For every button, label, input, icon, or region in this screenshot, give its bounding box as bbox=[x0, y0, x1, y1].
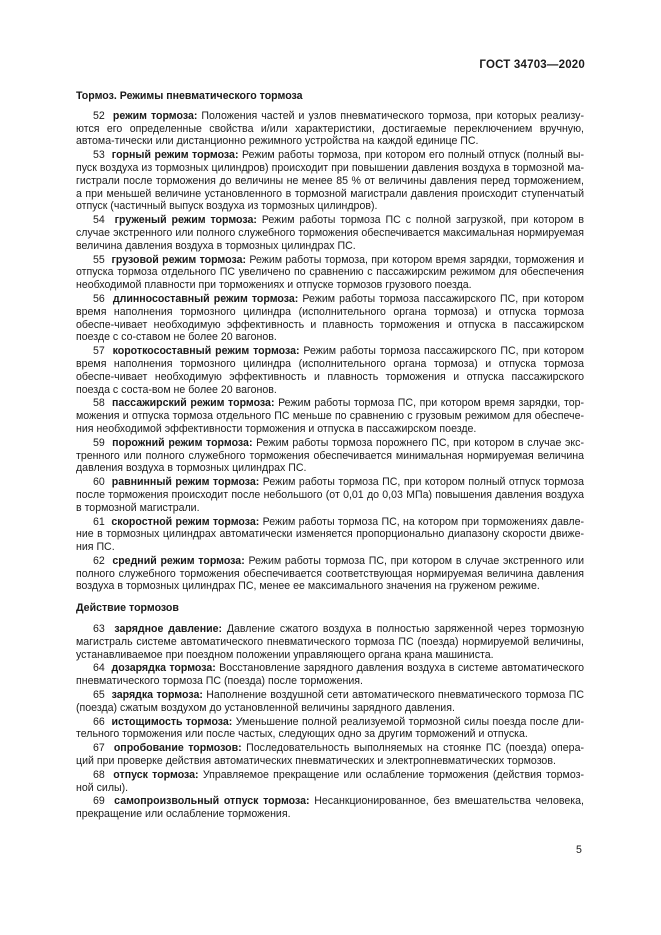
term-definition: Режим работы тормоза ПС, при котором полный отпуск тормоза после торможения происходит после небольшого (от 0,01 до 0,03 МПа) повышения давления воздуха в тормозной магистрали. bbox=[76, 476, 584, 514]
term-entry bbox=[76, 769, 584, 795]
term-name: скоростной режим тормоза: bbox=[111, 515, 260, 528]
term-entry bbox=[76, 149, 584, 213]
term-definition: Режим работы тормоза, при котором время зарядки, торможения и отпуска тормоза отдельного ПС увеличено по сравнению с пассажирским режимом для обеспечения необходимой плавности при торможениях и отпуске тормозов грузового поезда. bbox=[76, 253, 584, 292]
term-entry bbox=[76, 110, 584, 148]
term-entry bbox=[76, 397, 584, 435]
term-name: зарядка тормоза: bbox=[111, 689, 203, 702]
section-brake-modes bbox=[76, 110, 584, 593]
term-entry bbox=[76, 214, 584, 252]
term-entry bbox=[76, 716, 584, 742]
page-number: 5 bbox=[576, 844, 582, 856]
term-name: средний режим тормоза: bbox=[112, 554, 245, 567]
term-number: 64 bbox=[93, 662, 105, 675]
term-name: грузовой режим тормоза: bbox=[111, 253, 247, 266]
term-definition: Положения частей и узлов пневматического тормоза, при которых реализу-ются его определенные свойства и/или характеристики, достигаемые переключением вручную, автома-тически или дистанционно режимного устройства на каждой единице ПС. bbox=[76, 109, 584, 148]
term-number: 68 bbox=[93, 768, 105, 781]
term-definition: Режим работы тормоза пассажирского ПС, при котором время наполнения тормозного цилиндра (исполнительного органа тормоза) и отпуска тормоза обеспе-чивает необходимую эффективность и плавность торможения и отпуска пассажирского поезда с соста-вом не более 20 вагонов. bbox=[76, 345, 584, 396]
term-definition: Режим работы тормоза ПС, при котором время зарядки, тор-можения и отпуска тормоза отдельного ПС меньше по сравнению с грузовым режимом для обеспече-ния необходимой эффективности торможения и отпуска в пассажирском поезде. bbox=[76, 397, 585, 435]
term-definition: Режим работы тормоза пассажирского ПС, при котором время наполнения тормозного цилиндра (исполнительного органа тормоза) и отпуска тормоза обеспе-чивает необходимую эффективность и плавность торможения и отпуска в пассажирском поезде с со-ставом не более 20 вагонов. bbox=[76, 292, 585, 344]
term-definition: Режим работы тормоза, при котором его полный отпуск (полный вы-пуск воздуха из тормозных цилиндров) происходит при повышении давления воздуха в тормозной ма-гистрали после торможения до величины не менее 85 % от величины давления перед торможением, а при меньшей величине установленного в тормозной магистрали давления происходит ступенчатый отпуск (частичный выпуск воздуха из тормозных цилиндров). bbox=[76, 149, 584, 213]
term-number: 69 bbox=[93, 795, 105, 808]
term-entry bbox=[76, 516, 584, 554]
term-definition: Несанкционированное, без вмешательства человека, прекращение или ослабление торможения. bbox=[76, 795, 584, 821]
term-name: груженый режим тормоза: bbox=[114, 214, 257, 227]
term-name: равнинный режим тормоза: bbox=[111, 476, 260, 489]
term-number: 66 bbox=[93, 715, 105, 728]
term-entry bbox=[76, 555, 584, 593]
term-number: 67 bbox=[93, 742, 105, 755]
term-name: истощимость тормоза: bbox=[111, 715, 233, 728]
document-id-header: ГОСТ 34703—2020 bbox=[479, 59, 585, 71]
term-entry bbox=[76, 662, 584, 688]
term-name: горный режим тормоза: bbox=[111, 149, 239, 162]
term-definition: Наполнение воздушной сети автоматического пневматического тормоза ПС (поезда) сжатым воздухом до установленной величины зарядного давления. bbox=[76, 689, 584, 714]
term-entry bbox=[76, 795, 584, 821]
term-name: отпуск тормоза: bbox=[113, 768, 199, 781]
term-number: 53 bbox=[93, 149, 105, 162]
section-title-brake-action: Действие тормозов bbox=[76, 602, 179, 615]
term-number: 56 bbox=[93, 292, 105, 305]
term-number: 57 bbox=[93, 345, 105, 358]
term-name: порожний режим тормоза: bbox=[112, 436, 253, 449]
term-entry bbox=[76, 689, 584, 715]
term-name: дозарядка тормоза: bbox=[111, 662, 216, 675]
term-definition: Режим работы тормоза ПС с полной загрузкой, при котором в случае экстренного или полного служебного торможения обеспечивается максимальная нормируемая величина давления воздуха в тормозных цилиндрах ПС. bbox=[76, 214, 584, 252]
term-definition: Восстановление зарядного давления воздуха в системе автоматического пневматического тормоза ПС (поезда) после торможения. bbox=[76, 662, 584, 688]
term-name: опробование тормозов: bbox=[113, 742, 242, 755]
term-entry bbox=[76, 476, 584, 514]
term-number: 65 bbox=[93, 689, 105, 702]
term-entry bbox=[76, 437, 584, 475]
term-entry bbox=[76, 345, 584, 396]
term-entry bbox=[76, 293, 584, 344]
term-definition: Режим работы тормоза ПС, при котором в случае экстренного или полного служебного торможения обеспечивается соответствующая нормируемая величина давления воздуха в тормозных цилиндрах ПС, менее ее максимального значения на груженом режиме. bbox=[76, 554, 584, 593]
term-number: 55 bbox=[93, 253, 105, 266]
term-number: 62 bbox=[93, 554, 105, 567]
term-number: 58 bbox=[93, 397, 105, 410]
term-name: длинносоставный режим тормоза: bbox=[112, 292, 299, 305]
term-entry bbox=[76, 254, 584, 292]
section-brake-action bbox=[76, 623, 584, 821]
term-number: 61 bbox=[93, 515, 105, 528]
term-entry bbox=[76, 623, 584, 661]
term-name: короткосоставный режим тормоза: bbox=[112, 345, 300, 358]
term-definition: Режим работы тормоза ПС, на котором при торможениях давле-ние в тормозных цилиндрах автоматически изменяется пропорционально диапазону скорости движе-ния ПС. bbox=[76, 515, 585, 554]
term-name: режим тормоза: bbox=[112, 109, 198, 122]
term-name: пассажирский режим тормоза: bbox=[111, 397, 275, 410]
term-name: самопроизвольный отпуск тормоза: bbox=[114, 795, 310, 808]
term-definition: Уменьшение полной реализуемой тормозной силы поезда после дли-тельного торможения или после частых, следующих одно за другим торможений и отпуска. bbox=[76, 715, 584, 741]
term-definition: Давление сжатого воздуха в полностью заряженной через тормозную магистраль системе автоматического пневматического тормоза ПС (поезда) нормируемой величины, устанавливаемое при поездном положении управляющего органа крана машиниста. bbox=[76, 623, 585, 661]
term-number: 60 bbox=[93, 476, 105, 489]
term-name: зарядное давление: bbox=[114, 623, 223, 636]
term-entry bbox=[76, 742, 584, 768]
term-definition: Последовательность выполняемых на стоянке ПС (поезда) опера-ций при проверке действия автоматических пневматических и электропневматических тормозов. bbox=[76, 742, 584, 768]
term-definition: Управляемое прекращение или ослабление торможения (действия тормоз-ной силы). bbox=[76, 768, 584, 794]
term-number: 63 bbox=[93, 623, 105, 636]
term-number: 54 bbox=[93, 214, 105, 227]
term-number: 59 bbox=[93, 436, 105, 449]
section-title-brake-modes: Тормоз. Режимы пневматического тормоза bbox=[76, 90, 303, 102]
document-body bbox=[76, 90, 584, 822]
term-definition: Режим работы тормоза порожнего ПС, при котором в случае экс-тренного или полного служебного торможения обеспечивается минимальная нормируемая величина давления воздуха в тормозных цилиндрах ПС. bbox=[76, 436, 584, 475]
term-number: 52 bbox=[93, 109, 105, 122]
